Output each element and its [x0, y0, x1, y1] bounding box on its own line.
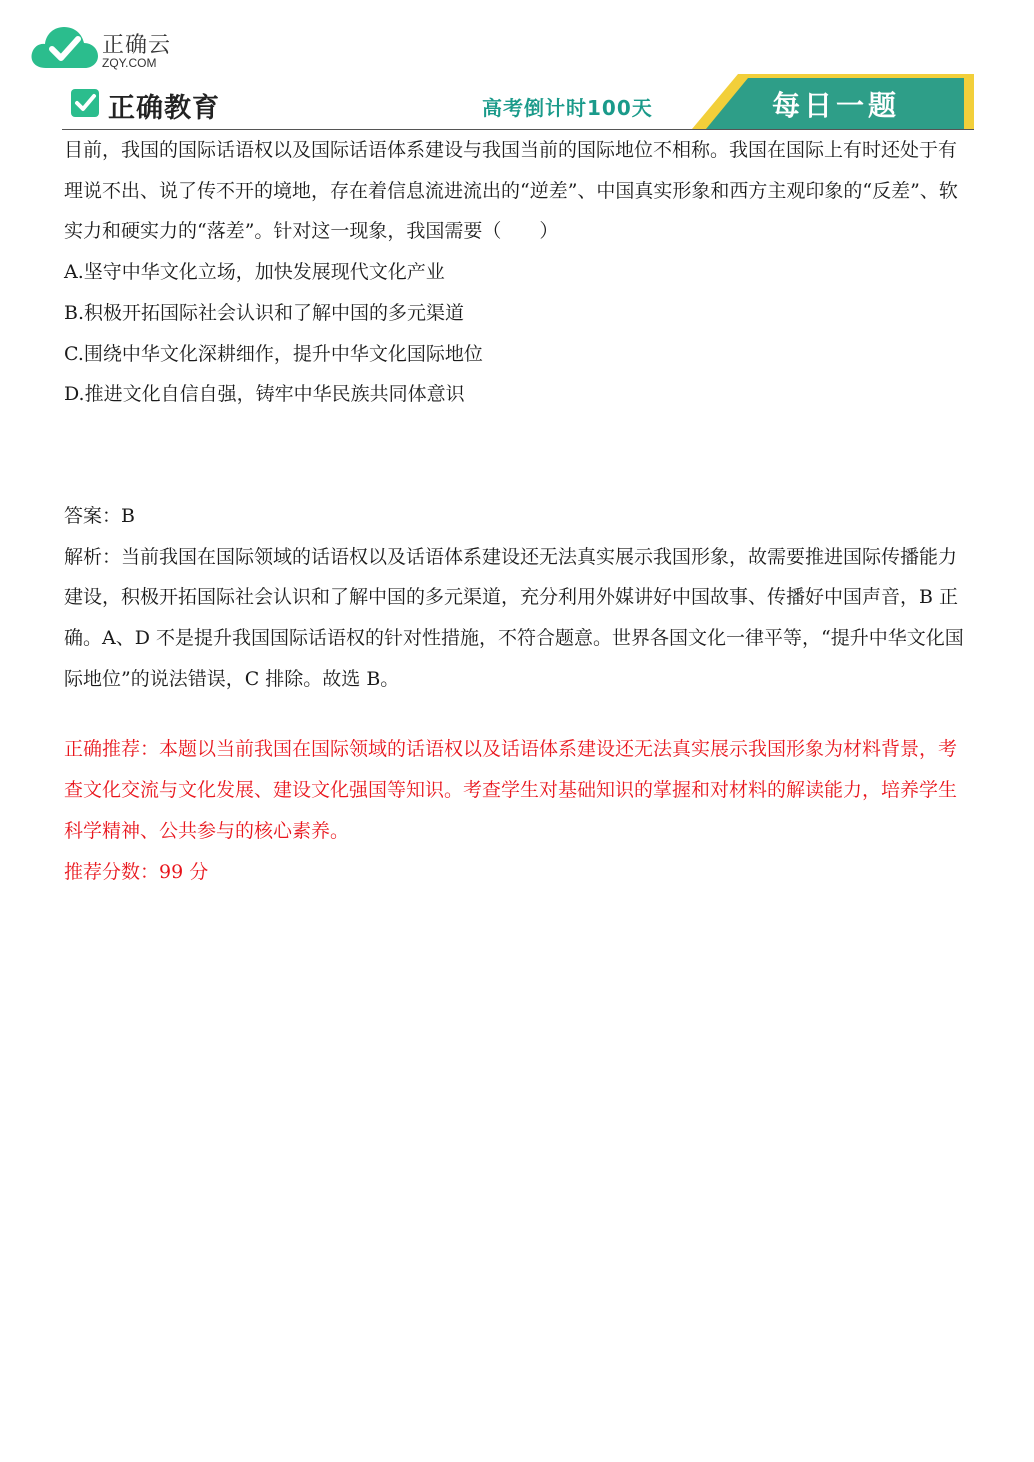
question-stem: 目前，我国的国际话语权以及国际话语体系建设与我国当前的国际地位不相称。我国在国际上有时还处于有理说不出、说了传不开的境地，存在着信息流进流出的“逆差”、中国真实形象和西方主观印象的“反差”、软实力和硬实力的“落差”。针对这一现象，我国需要（ ） — [64, 139, 958, 243]
analysis: 解析：当前我国在国际领域的话语权以及话语体系建设还无法真实展示我国形象，故需要推进国际传播能力建设，积极开拓国际社会认识和了解中国的多元渠道，充分利用外媒讲好中国故事、传播好中国声音，B 正确。A、D 不是提升我国国际话语权的针对性措施，不符合题意。世界各国文化一律平等，“提升中华文化国际地位”的说法错误，C 排除。故选 B。 — [64, 545, 964, 690]
checkbox-icon — [70, 88, 100, 118]
recommend-score: 推荐分数：99 分 — [64, 860, 209, 883]
brand-title: 正确教育 — [108, 93, 220, 124]
logo-url: ZQY.COM — [102, 56, 157, 70]
logo-name: 正确云 — [102, 33, 172, 58]
cloud-check-icon — [30, 22, 100, 72]
answer: 答案：B — [64, 504, 135, 527]
option-a: A.坚守中华文化立场，加快发展现代文化产业 — [64, 261, 445, 284]
countdown-text: 高考倒计时100天 — [482, 96, 653, 120]
question-content — [64, 130, 974, 892]
page-header — [62, 74, 974, 130]
banner-title: 每日一题 — [772, 89, 901, 122]
option-c: C.围绕中华文化深耕细作，提升中华文化国际地位 — [64, 342, 483, 365]
option-b: B.积极开拓国际社会认识和了解中国的多元渠道 — [64, 301, 465, 324]
zqy-logo — [30, 22, 190, 74]
option-d: D.推进文化自信自强，铸牢中华民族共同体意识 — [64, 383, 465, 406]
recommendation: 正确推荐：本题以当前我国在国际领域的话语权以及话语体系建设还无法真实展示我国形象为材料背景，考查文化交流与文化发展、建设文化强国等知识。考查学生对基础知识的掌握和对材料的解读能力，培养学生科学精神、公共参与的核心素养。 — [64, 738, 958, 842]
